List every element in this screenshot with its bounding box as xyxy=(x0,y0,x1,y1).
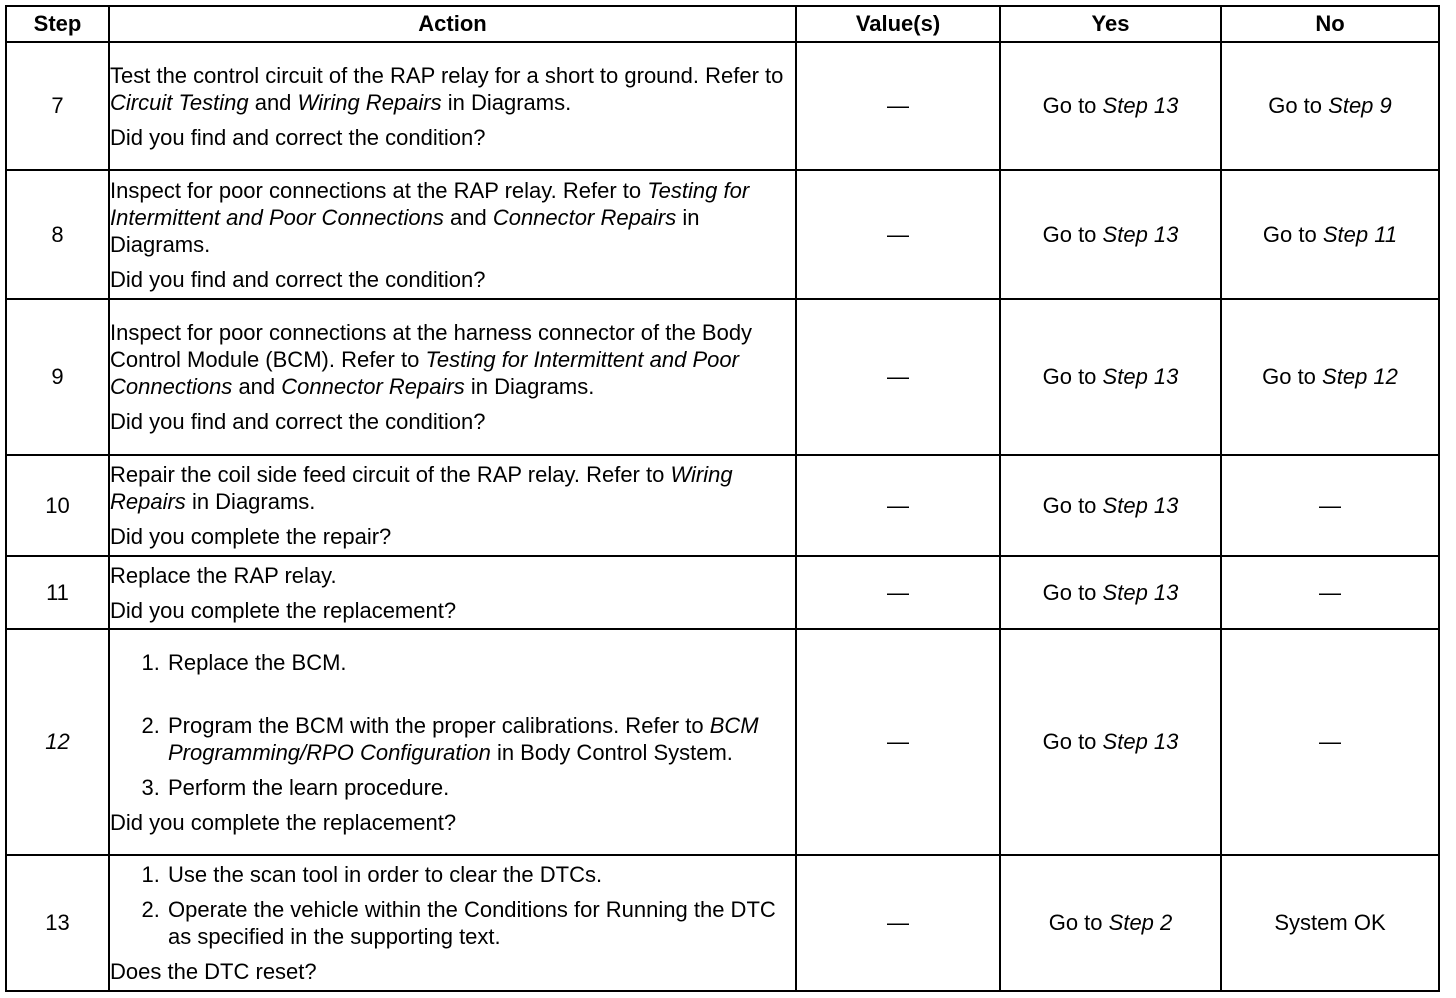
action-text-part: and xyxy=(238,374,276,399)
goto-text: Go to xyxy=(1042,729,1097,754)
table-row xyxy=(6,855,1439,991)
action-text-part: Repair the coil side feed circuit of the RAP relay. Refer to xyxy=(110,462,665,487)
step-number: 7 xyxy=(6,42,109,170)
goto-text: Go to xyxy=(1048,910,1103,935)
action-cell xyxy=(109,855,796,991)
action-text xyxy=(110,461,795,515)
list-item: 1. Replace the BCM. xyxy=(166,649,795,676)
no-cell xyxy=(1221,299,1439,455)
action-cell xyxy=(109,42,796,170)
action-text-part: Program the BCM with the proper calibrations. Refer to xyxy=(168,712,704,738)
procedure-list xyxy=(110,649,795,801)
list-item xyxy=(166,712,795,766)
value-cell: — xyxy=(796,299,1000,455)
action-text-part: Test the control circuit of the RAP relay for a short to ground. Refer to xyxy=(110,62,784,88)
header-yes: Yes xyxy=(1000,6,1221,42)
action-text: Replace the RAP relay. xyxy=(110,562,337,588)
step-number: 10 xyxy=(6,455,109,556)
action-text-part: in Body Control System. xyxy=(496,739,733,765)
value-cell: — xyxy=(796,42,1000,170)
step-number: 8 xyxy=(6,170,109,299)
action-text-part: in Diagrams. xyxy=(191,489,316,514)
yes-step-ref: Step 13 xyxy=(1102,93,1179,118)
reference-link: BCM Programming/RPO Configuration xyxy=(168,712,759,765)
table-row xyxy=(6,170,1439,299)
action-text-part: and xyxy=(449,204,487,230)
diagnostic-table xyxy=(5,5,1440,992)
yes-step-ref: Step 2 xyxy=(1108,910,1173,935)
no-step-ref: Step 9 xyxy=(1328,93,1392,118)
reference-link: Testing for Intermittent and Poor Connections xyxy=(110,347,739,399)
value-cell: — xyxy=(796,855,1000,991)
action-cell xyxy=(109,629,796,855)
action-text xyxy=(110,177,795,258)
action-question: Did you find and correct the condition? xyxy=(110,409,486,434)
yes-cell xyxy=(1000,629,1221,855)
action-question: Did you find and correct the condition? xyxy=(110,124,486,150)
action-question: Does the DTC reset? xyxy=(110,959,317,984)
yes-step-ref: Step 13 xyxy=(1102,364,1179,389)
action-cell xyxy=(109,556,796,629)
yes-cell xyxy=(1000,170,1221,299)
step-number: 9 xyxy=(6,299,109,455)
header-row xyxy=(6,6,1439,42)
action-cell xyxy=(109,299,796,455)
list-item: 1. Use the scan tool in order to clear the DTCs. xyxy=(166,861,795,888)
no-cell: — xyxy=(1221,629,1439,855)
action-question: Did you find and correct the condition? xyxy=(110,266,486,292)
action-text-part: in Diagrams. xyxy=(470,374,595,399)
no-cell: System OK xyxy=(1221,855,1439,991)
goto-text: Go to xyxy=(1042,364,1097,389)
no-step-ref: Step 11 xyxy=(1322,221,1398,247)
action-text xyxy=(110,319,795,400)
value-cell: — xyxy=(796,455,1000,556)
reference-link: Connector Repairs xyxy=(281,374,465,399)
value-cell: — xyxy=(796,629,1000,855)
step-number: 13 xyxy=(6,855,109,991)
action-cell xyxy=(109,455,796,556)
goto-text: Go to xyxy=(1262,364,1316,389)
table-row xyxy=(6,556,1439,629)
yes-cell xyxy=(1000,299,1221,455)
goto-text: Go to xyxy=(1042,221,1097,247)
action-cell xyxy=(109,170,796,299)
table-row xyxy=(6,629,1439,855)
yes-cell xyxy=(1000,455,1221,556)
value-cell: — xyxy=(796,170,1000,299)
list-item: 2. Operate the vehicle within the Conditions for Running the DTC as specified in the supporting text. xyxy=(166,896,795,950)
reference-link: Testing for Intermittent and Poor Connections xyxy=(110,177,750,230)
yes-cell xyxy=(1000,855,1221,991)
no-cell xyxy=(1221,170,1439,299)
goto-text: Go to xyxy=(1262,221,1317,247)
reference-link: Circuit Testing xyxy=(110,89,249,115)
yes-cell xyxy=(1000,42,1221,170)
yes-step-ref: Step 13 xyxy=(1102,729,1179,754)
yes-cell xyxy=(1000,556,1221,629)
table-row xyxy=(6,42,1439,170)
header-values: Value(s) xyxy=(796,6,1000,42)
step-number: 12 xyxy=(6,629,109,855)
reference-link: Wiring Repairs xyxy=(297,89,442,115)
action-question: Did you complete the replacement? xyxy=(110,809,457,835)
reference-link: Wiring Repairs xyxy=(110,462,733,514)
header-step: Step xyxy=(6,6,109,42)
header-no: No xyxy=(1221,6,1439,42)
goto-text: Go to xyxy=(1042,579,1097,605)
table-row xyxy=(6,455,1439,556)
step-number: 11 xyxy=(6,556,109,629)
goto-text: Go to xyxy=(1042,492,1097,518)
action-text-part: Inspect for poor connections at the harness connector of the Body Control Module (BCM). Refer to xyxy=(110,320,753,372)
action-text-part: in Diagrams. xyxy=(110,204,700,257)
goto-text: Go to xyxy=(1042,93,1097,118)
list-item: 3. Perform the learn procedure. xyxy=(166,774,795,801)
yes-step-ref: Step 13 xyxy=(1102,221,1179,247)
yes-step-ref: Step 13 xyxy=(1102,492,1179,518)
reference-link: Connector Repairs xyxy=(492,204,677,230)
header-action: Action xyxy=(109,6,796,42)
action-text-part: Inspect for poor connections at the RAP relay. Refer to xyxy=(110,177,642,203)
yes-step-ref: Step 13 xyxy=(1102,579,1179,605)
no-cell xyxy=(1221,42,1439,170)
table-row xyxy=(6,299,1439,455)
action-question: Did you complete the replacement? xyxy=(110,597,457,623)
value-cell: — xyxy=(796,556,1000,629)
action-text-part: in Diagrams. xyxy=(447,89,572,115)
no-cell: — xyxy=(1221,455,1439,556)
action-text-part: and xyxy=(254,89,292,115)
action-question: Did you complete the repair? xyxy=(110,524,392,549)
procedure-list xyxy=(110,861,795,950)
goto-text: Go to xyxy=(1268,93,1323,118)
no-step-ref: Step 12 xyxy=(1322,364,1398,389)
no-cell: — xyxy=(1221,556,1439,629)
action-text xyxy=(110,62,795,116)
